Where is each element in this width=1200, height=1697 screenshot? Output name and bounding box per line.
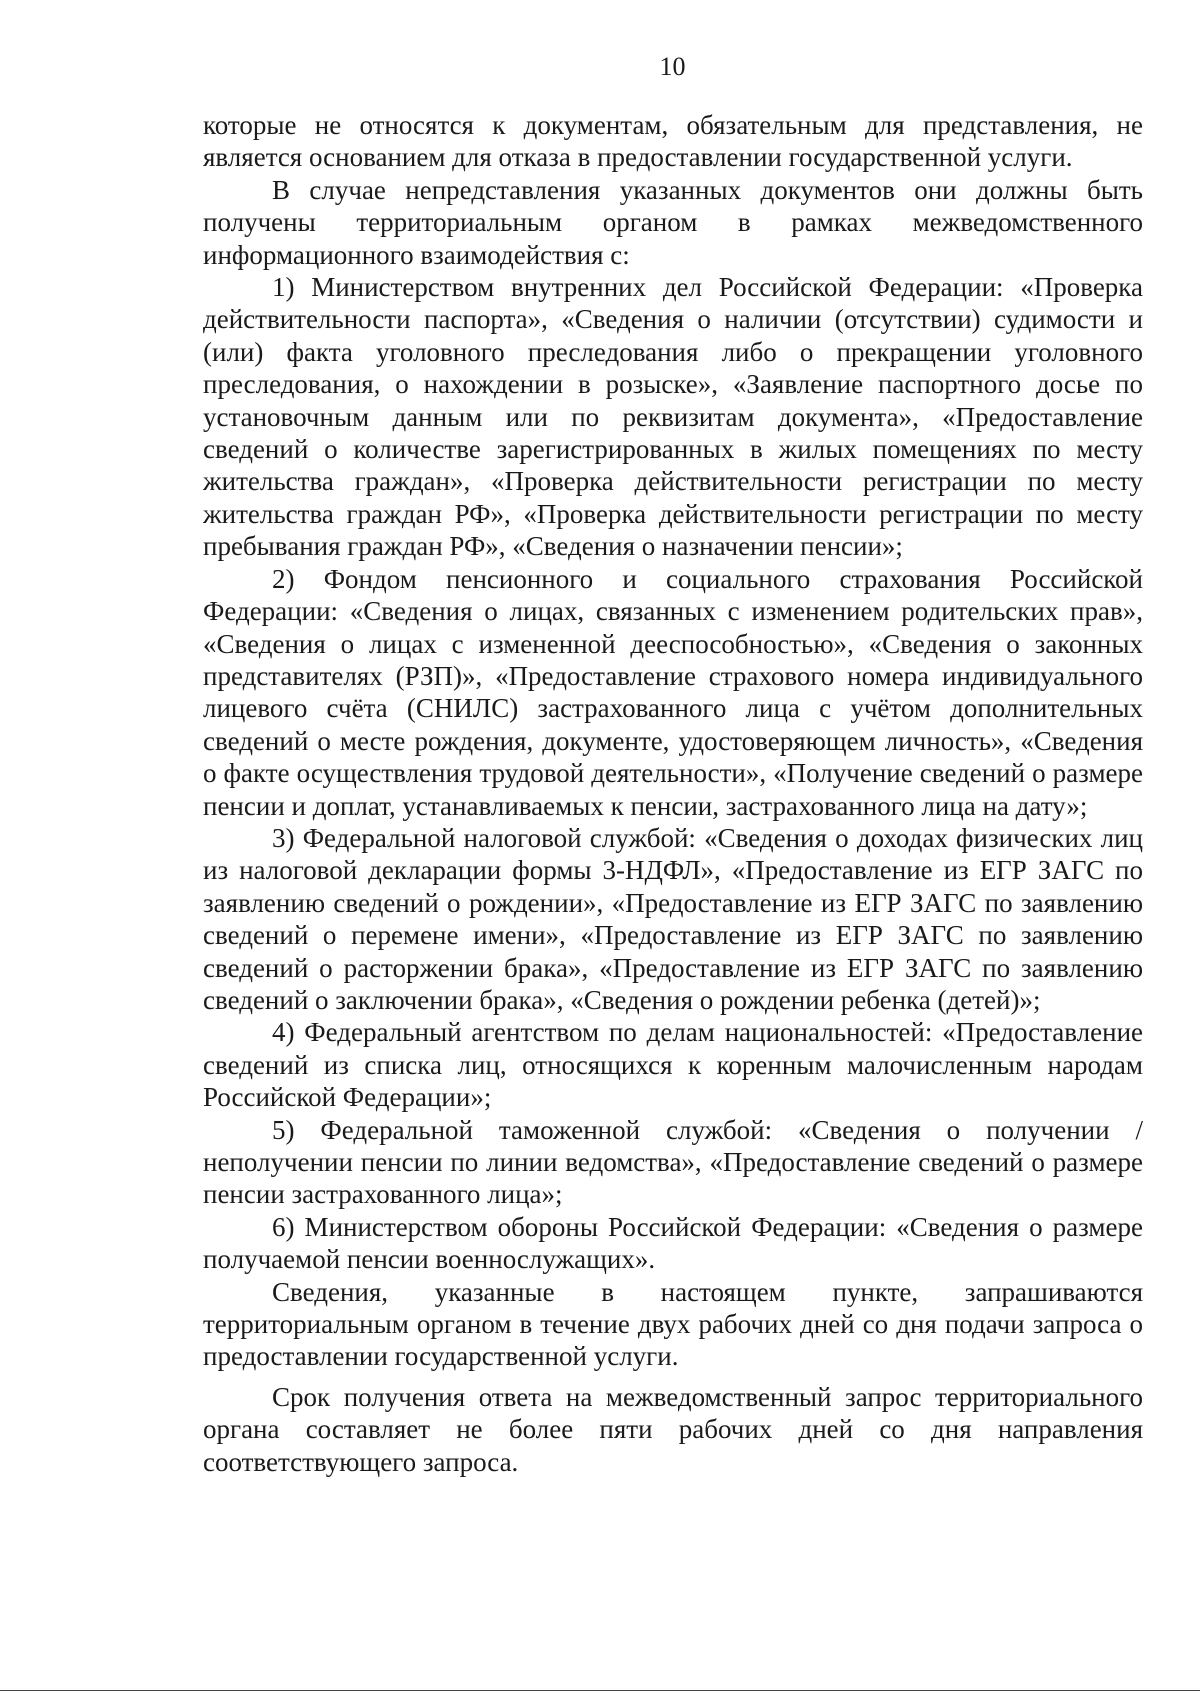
list-item-1-mvd: 1) Министерством внутренних дел Российской Федерации: «Проверка действительности паспорта», «Сведения о наличии (отсутствии) судимости и (или) факта уголовного преследования либо о прекращении уголовного преследования, о нахождении в розыске», «Заявление паспортного досье по установочным данным или по реквизитам документа», «Предоставление сведений о количестве зарегистрированных в жилых помещениях по месту жительства граждан», «Проверка действительности регистрации по месту жительства граждан РФ», «Проверка действительности регистрации по месту пребывания граждан РФ», «Сведения о назначении пенсии»; <box>203 272 1143 562</box>
paragraph-missing-documents: В случае непредставления указанных документов они должны быть получены территориальным органом в рамках межведомственного информационного взаимодействия с: <box>203 174 1143 270</box>
page-number: 10 <box>659 52 686 81</box>
paragraph-response-deadline: Срок получения ответа на межведомственный запрос территориального органа составляет не более пяти рабочих дней со дня направления соответствующего запроса. <box>203 1381 1143 1477</box>
list-item-5-fts: 5) Федеральной таможенной службой: «Сведения о получении / неполучении пенсии по линии ведомства», «Предоставление сведений о размере пенсии застрахованного лица»; <box>203 1114 1143 1210</box>
list-item-6-mo: 6) Министерством обороны Российской Федерации: «Сведения о размере получаемой пенсии военнослужащих». <box>203 1211 1143 1275</box>
list-item-4-fadn: 4) Федеральный агентством по делам национальностей: «Предоставление сведений из списка лиц, относящихся к коренным малочисленным народам Российской Федерации»; <box>203 1017 1143 1113</box>
list-item-2-sfr: 2) Фондом пенсионного и социального страхования Российской Федерации: «Сведения о лицах, связанных с изменением родительских прав», «Сведения о лицах с измененной дееспособностью», «Сведения о законных представителях (РЗП)», «Предоставление страхового номера индивидуального лицевого счёта (СНИЛС) застрахованного лица с учётом дополнительных сведений о месте рождения, документе, удостоверяющем личность», «Сведения о факте осуществления трудовой деятельности», «Получение сведений о размере пенсии и доплат, устанавливаемых к пенсии, застрахованного лица на дату»; <box>203 563 1143 821</box>
paragraph-continuation: которые не относятся к документам, обязательным для представления, не является основанием для отказа в предоставлении государственной услуги. <box>203 110 1143 173</box>
page-bottom-edge <box>0 1690 1200 1691</box>
paragraph-request-deadline: Сведения, указанные в настоящем пункте, запрашиваются территориальным органом в течение двух рабочих дней со дня подачи запроса о предоставлении государственной услуги. <box>203 1276 1143 1372</box>
list-item-3-fns: 3) Федеральной налоговой службой: «Сведения о доходах физических лиц из налоговой декларации формы 3-НДФЛ», «Предоставление из ЕГР ЗАГС по заявлению сведений о рождении», «Предоставление из ЕГР ЗАГС по заявлению сведений о перемене имени», «Предоставление из ЕГР ЗАГС по заявлению сведений о расторжении брака», «Предоставление из ЕГР ЗАГС по заявлению сведений о заключении брака», «Сведения о рождении ребенка (детей)»; <box>203 822 1143 1015</box>
document-body <box>203 109 1143 1478</box>
